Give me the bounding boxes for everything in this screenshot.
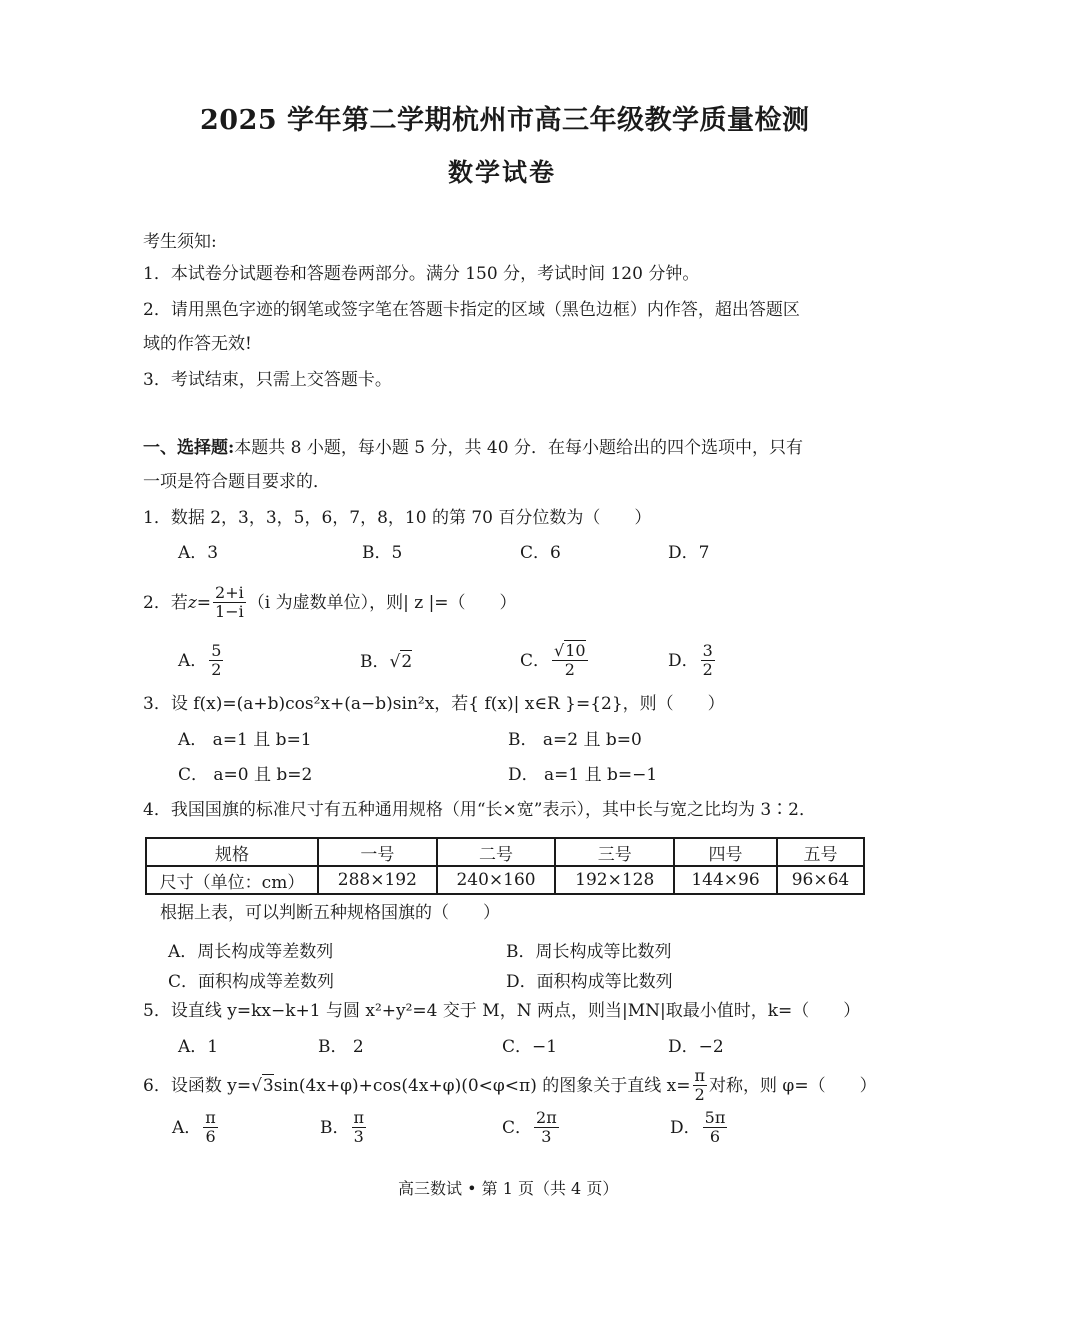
q2-stem: [143, 585, 517, 620]
flag-size-table: [145, 837, 865, 895]
notice-item-3: 3．考试结束，只需上交答题卡。: [143, 370, 392, 390]
q3-stem: 3．设 f(x)=(a+b)cos²x+(a−b)sin²x，若{ f(x)| x∈R }={2}，则（ ）: [143, 694, 725, 714]
page-subtitle: 数学试卷: [448, 158, 557, 187]
q1-option-c: C．6: [520, 543, 561, 563]
q2-option-c-radicand: 10: [565, 641, 586, 660]
q4-option-a: A．周长构成等差数列: [168, 942, 334, 962]
q6-stem: [143, 1068, 877, 1103]
q2-option-b-letter: B．: [360, 651, 390, 672]
q6-option-d-num: 5π: [704, 1108, 726, 1127]
q2-option-b-radicand: 2: [401, 652, 413, 672]
notice-heading: 考生须知:: [143, 232, 217, 252]
sqrt-icon: √: [389, 651, 401, 672]
q4-after: 根据上表，可以判断五种规格国旗的（ ）: [160, 903, 500, 923]
q2-option-d-frac: [701, 643, 715, 678]
q2-option-c-frac: [552, 643, 588, 678]
q4-option-b: B．周长构成等比数列: [506, 942, 672, 962]
q4-stem: 4．我国国旗的标准尺寸有五种通用规格（用“长×宽”表示），其中长与宽之比均为 3∶2．: [143, 800, 816, 820]
q6-option-c-frac: [534, 1110, 559, 1145]
q5-stem: 5．设直线 y=kx−k+1 与圆 x²+y²=4 交于 M，N 两点，则当|MN|取最小值时，k=（ ）: [143, 1001, 861, 1021]
q2-option-c: [520, 643, 590, 678]
q6-option-b: [320, 1110, 368, 1145]
table-header-cell: 五号: [777, 838, 864, 866]
q6-option-d: [670, 1110, 729, 1145]
q5-option-b: B． 2: [318, 1037, 364, 1057]
table-cell: 288×192: [318, 866, 437, 894]
q2-option-c-num: [552, 643, 588, 661]
page-footer: 高三数试 • 第 1 页（共 4 页）: [398, 1179, 619, 1198]
q5-option-a: A．1: [178, 1037, 219, 1057]
q6-option-d-letter: D．: [670, 1117, 701, 1138]
q6-option-b-num: π: [353, 1108, 365, 1127]
q2-option-d: [668, 643, 717, 678]
q2-option-c-letter: C．: [520, 650, 551, 671]
q2-fraction: [213, 585, 246, 620]
q2-eq: =: [196, 592, 212, 613]
q6-fraction: [693, 1068, 708, 1103]
section-heading: [143, 437, 803, 459]
table-cell: 96×64: [777, 866, 864, 894]
q6-part1: 6．设函数 y=: [143, 1075, 252, 1096]
table-header-cell: 三号: [555, 838, 674, 866]
q6-part2: sin(4x+φ)+cos(4x+φ)(0<φ<π) 的图象关于直线 x=: [273, 1075, 691, 1096]
section-desc-a: 本题共 8 小题，每小题 5 分，共 40 分．在每小题给出的四个选项中，只有: [234, 438, 803, 458]
table-cell: 192×128: [555, 866, 674, 894]
q6-part3: 对称，则 φ=（ ）: [709, 1075, 877, 1096]
q2-frac-den: 1−i: [215, 602, 244, 621]
q2-suffix: （i 为虚数单位），则| z |=（ ）: [247, 592, 517, 613]
q6-option-d-den: 6: [709, 1127, 721, 1146]
table-cell: 240×160: [437, 866, 556, 894]
table-cell: 144×96: [674, 866, 777, 894]
q1-option-a: A．3: [178, 543, 219, 563]
q2-frac-num: 2+i: [215, 583, 244, 602]
q6-option-b-den: 3: [353, 1127, 364, 1146]
q2-option-b: [360, 650, 412, 673]
table-header-cell: 规格: [146, 838, 318, 866]
q6-option-a-num: π: [205, 1108, 216, 1127]
q2-option-d-den: 2: [702, 660, 713, 679]
q2-option-a-frac: [209, 643, 223, 678]
q3-option-b: B． a=2 且 b=0: [508, 730, 642, 750]
q6-option-c-den: 3: [541, 1127, 552, 1146]
q6-option-c-num: 2π: [536, 1108, 557, 1127]
table-header-cell: 二号: [437, 838, 556, 866]
q2-option-a: [178, 643, 225, 678]
table-header-cell: 一号: [318, 838, 437, 866]
q1-option-d: D．7: [668, 543, 710, 563]
sqrt-icon: √: [251, 1075, 262, 1096]
section-label: 一、选择题:: [143, 438, 235, 458]
q5-option-d: D．−2: [668, 1037, 724, 1057]
q6-option-b-frac: [352, 1110, 367, 1145]
table-header-row: [146, 838, 864, 866]
q3-option-c: C． a=0 且 b=2: [178, 765, 313, 785]
q2-option-a-num: 5: [211, 641, 222, 660]
q2-option-a-den: 2: [211, 660, 222, 679]
q3-option-d: D． a=1 且 b=−1: [508, 765, 658, 785]
notice-item-1: 1．本试卷分试题卷和答题卷两部分。满分 150 分，考试时间 120 分钟。: [143, 264, 700, 284]
q2-option-d-letter: D．: [668, 650, 699, 671]
q2-prefix: 2．若: [143, 592, 188, 613]
q6-option-a-letter: A．: [172, 1117, 202, 1138]
q6-option-d-frac: [703, 1110, 728, 1145]
q3-option-a: A． a=1 且 b=1: [178, 730, 312, 750]
page-title: 2025 学年第二学期杭州市高三年级教学质量检测: [200, 105, 810, 136]
q6-radicand: 3: [262, 1076, 274, 1096]
q5-option-c: C．−1: [502, 1037, 558, 1057]
notice-item-2a: 2．请用黑色字迹的钢笔或签字笔在答题卡指定的区域（黑色边框）内作答，超出答题区: [143, 300, 800, 320]
table-header-cell: 四号: [674, 838, 777, 866]
q6-option-c: [502, 1110, 561, 1145]
q2-option-d-num: 3: [702, 641, 713, 660]
q6-frac-den: 2: [694, 1085, 705, 1104]
q6-option-a-den: 6: [205, 1127, 216, 1146]
q1-option-b: B．5: [362, 543, 403, 563]
section-desc-b: 一项是符合题目要求的．: [143, 472, 330, 492]
q4-option-d: D．面积构成等比数列: [506, 972, 673, 992]
q2-var: z: [187, 592, 197, 613]
q4-option-c: C．面积构成等差数列: [168, 972, 335, 992]
table-row: [146, 866, 864, 894]
q6-option-a: [172, 1110, 220, 1145]
sqrt-icon: √: [554, 641, 565, 660]
table-cell: 尺寸（单位：cm）: [146, 866, 318, 894]
q1-stem: 1．数据 2，3，3，5，6，7，8，10 的第 70 百分位数为（ ）: [143, 508, 652, 528]
q6-frac-num: π: [694, 1066, 706, 1085]
q2-option-a-letter: A．: [178, 650, 208, 671]
q2-option-c-den: 2: [564, 660, 575, 679]
notice-item-2b: 域的作答无效!: [143, 334, 252, 354]
q6-option-c-letter: C．: [502, 1117, 533, 1138]
q6-option-a-frac: [203, 1110, 218, 1145]
q6-option-b-letter: B．: [320, 1117, 350, 1138]
